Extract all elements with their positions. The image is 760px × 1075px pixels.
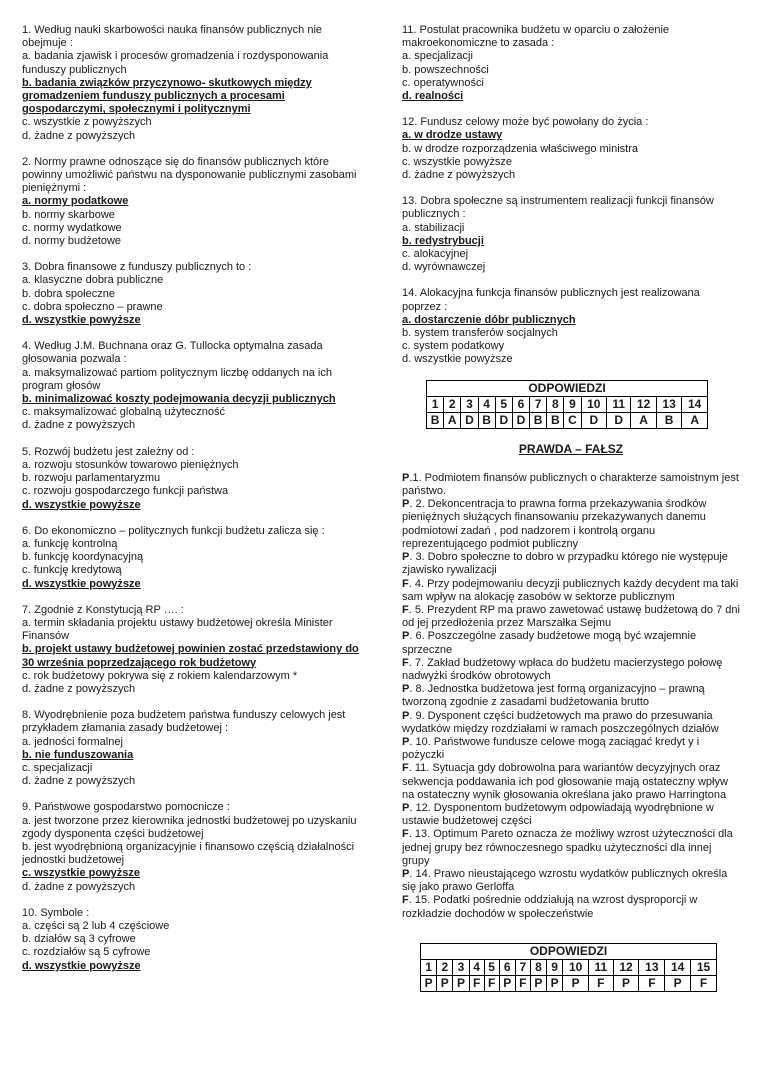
tf-statement bbox=[402, 894, 740, 920]
tf-mark: F bbox=[402, 894, 409, 907]
answer-option: b. działów są 3 cyfrowe bbox=[22, 933, 136, 946]
answers-table-1 bbox=[426, 380, 708, 429]
question-block bbox=[22, 156, 362, 248]
answer-option: c. alokacyjnej bbox=[402, 248, 469, 261]
question-block bbox=[402, 116, 740, 182]
answer-option: a. badania zjawisk i procesów gromadzenia i rozdysponowania funduszy publicznych bbox=[22, 50, 329, 76]
correct-answer: d. wszystkie powyższe bbox=[22, 498, 141, 511]
question-text: 14. Alokacyjna funkcja finansów publicznych jest realizowana poprzez : bbox=[402, 287, 700, 313]
tf-statement-text: . 9. Dysponent części budżetowych ma prawo do przesuwania wydatków między rozdziałami w ramach poszczególnych działów bbox=[402, 709, 719, 735]
answer-option: b. normy skarbowe bbox=[22, 208, 115, 221]
answer-option: a. maksymalizować partiom politycznym liczbę oddanych na ich program głosów bbox=[22, 366, 332, 392]
table-cell-answer: D bbox=[512, 412, 529, 428]
tf-statement-text: . 14. Prawo nieustającego wzrostu wydatków publicznych określa się jako prawo Gerloffa bbox=[402, 867, 728, 894]
table-cell-number: 7 bbox=[515, 959, 530, 975]
tf-statement-text: . 13. Optimum Pareto oznacza że możliwy wzrost użyteczności dla jednej grupy bez równoczesnego spadku użyteczności dla innej grupy bbox=[402, 828, 733, 867]
question-text: 10. Symbole : bbox=[22, 906, 90, 919]
table-cell-answer: P bbox=[453, 975, 469, 991]
table-cell-answer: F bbox=[691, 975, 717, 991]
tf-statement bbox=[402, 802, 740, 828]
table-cell-number: 6 bbox=[512, 396, 529, 412]
question-block bbox=[22, 801, 362, 893]
table-cell-number: 4 bbox=[469, 959, 484, 975]
tf-mark: P bbox=[402, 709, 410, 722]
table-cell-answer: F bbox=[484, 975, 499, 991]
question-text: 13. Dobra społeczne są instrumentem realizacji funkcji finansów publicznych : bbox=[402, 195, 714, 221]
tf-statement bbox=[402, 630, 740, 656]
table-cell-number: 11 bbox=[589, 959, 614, 975]
table-cell-number: 12 bbox=[613, 959, 639, 975]
answer-option: a. części są 2 lub 4 częściowe bbox=[22, 919, 170, 932]
question-text: 1. Według nauki skarbowości nauka finansów publicznych nie obejmuje : bbox=[22, 24, 323, 50]
answer-option: d. żadne z powyższych bbox=[402, 169, 516, 182]
answer-option: b. funkcję koordynacyjną bbox=[22, 551, 144, 564]
answer-option: b. rozwoju parlamentaryzmu bbox=[22, 472, 161, 485]
tf-statement bbox=[402, 710, 740, 736]
table-cell-answer: P bbox=[613, 975, 639, 991]
question-block bbox=[22, 24, 362, 143]
right-column bbox=[402, 24, 740, 992]
question-block bbox=[402, 24, 740, 103]
table-cell-answer: A bbox=[682, 412, 708, 428]
table-cell-number: 7 bbox=[530, 396, 547, 412]
answer-option: d. żadne z powyższych bbox=[22, 419, 136, 432]
tf-statement bbox=[402, 828, 740, 868]
tf-mark: F bbox=[402, 828, 409, 841]
table-cell-number: 3 bbox=[461, 396, 478, 412]
answer-option: d. żadne z powyższych bbox=[22, 129, 136, 142]
correct-answer: b. redystrybucji bbox=[402, 234, 484, 247]
answer-option: d. wszystkie powyższe bbox=[402, 353, 513, 366]
table-cell-number: 6 bbox=[499, 959, 515, 975]
table-cell-number: 15 bbox=[691, 959, 717, 975]
answer-option: c. maksymalizować globalną użyteczność bbox=[22, 406, 225, 419]
question-block bbox=[22, 525, 362, 591]
table-cell-number: 12 bbox=[631, 396, 657, 412]
table-cell-answer: B bbox=[427, 412, 444, 428]
table-cell-answer: C bbox=[564, 412, 581, 428]
answer-option: d. żadne z powyższych bbox=[22, 775, 136, 788]
answer-option: b. system transferów socjalnych bbox=[402, 327, 558, 340]
tf-statement bbox=[402, 604, 740, 630]
table-cell-number: 2 bbox=[437, 959, 453, 975]
tf-statement bbox=[402, 498, 740, 551]
answers-table-2-title: ODPOWIEDZI bbox=[421, 943, 717, 959]
tf-mark: F bbox=[402, 656, 409, 669]
tf-mark: F bbox=[402, 603, 409, 616]
table-cell-number: 13 bbox=[639, 959, 665, 975]
answer-option: c. system podatkowy bbox=[402, 340, 505, 353]
tf-statement bbox=[402, 657, 740, 683]
tf-statement-text: . 7. Zakład budżetowy wpłaca do budżetu macierzystego połowę nadwyżki środków obrotowych bbox=[402, 656, 723, 682]
answers-table-2 bbox=[420, 943, 717, 992]
tf-statement-text: . 8. Jednostka budżetowa jest formą organizacyjno – prawną tworzoną zgodnie z zasadami budżetowania brutto bbox=[402, 683, 705, 709]
answer-option: d. wyrównawczej bbox=[402, 261, 486, 274]
answer-option: d. żadne z powyższych bbox=[22, 880, 136, 893]
question-block bbox=[22, 261, 362, 327]
answer-option: c. rozwoju gospodarczego funkcji państwa bbox=[22, 485, 229, 498]
answer-option: b. w drodze rozporządzenia właściwego ministra bbox=[402, 142, 638, 155]
answer-option: a. specjalizacji bbox=[402, 50, 473, 63]
answer-option: a. jest tworzone przez kierownika jednostki budżetowej po uzyskaniu zgody dysponenta części budżetowej bbox=[22, 814, 357, 840]
table-cell-answer: D bbox=[461, 412, 478, 428]
table-cell-answer: B bbox=[478, 412, 495, 428]
tf-statement bbox=[402, 762, 740, 802]
tf-statement-text: . 6. Poszczególne zasady budżetowe mogą być wzajemnie sprzeczne bbox=[402, 630, 697, 656]
table-cell-answer: B bbox=[530, 412, 547, 428]
answer-option: c. dobra społeczno – prawne bbox=[22, 300, 163, 313]
answer-option: a. jedności formalnej bbox=[22, 735, 123, 748]
correct-answer: c. wszystkie powyższe bbox=[22, 867, 140, 880]
table-cell-number: 14 bbox=[665, 959, 691, 975]
correct-answer: b. badania związków przyczynowo- skutkowych między gromadzeniem funduszy publicznych a procesami gospodarczymi, społecznymi i politycznymi bbox=[22, 76, 312, 116]
question-text: 5. Rozwój budżetu jest zależny od : bbox=[22, 445, 195, 458]
correct-answer: b. nie funduszowania bbox=[22, 748, 134, 761]
correct-answer: d. wszystkie powyższe bbox=[22, 577, 141, 590]
answer-option: c. rok budżetowy pokrywa się z rokiem kalendarzowym * bbox=[22, 669, 298, 682]
answer-option: a. stabilizacji bbox=[402, 221, 465, 234]
tf-statement-text: . 2. Dekoncentracja to prawna forma przekazywania środków pieniężnych służących finansowaniu przekazywanych danemu podmiotowi zadań , pod nadzorem i kontrolą organu reprezentującego podmiot publiczny bbox=[402, 498, 707, 550]
table-cell-number: 1 bbox=[427, 396, 444, 412]
tf-statement-text: . 12. Dysponentom budżetowym odpowiadają wyodrębnione w ustawie budżetowej części bbox=[402, 801, 714, 828]
tf-statement bbox=[402, 868, 740, 894]
question-text: 4. Według J.M. Buchnana oraz G. Tullocka optymalna zasada głosowania pozwala : bbox=[22, 340, 323, 366]
answers-table-1-numbers bbox=[427, 396, 708, 412]
question-text: 2. Normy prawne odnoszące się do finansów publicznych które powinny umożliwić państwu na dysponowanie publicznymi zasobami pieniężnymi : bbox=[22, 155, 357, 195]
answers-table-1-answers bbox=[427, 412, 708, 428]
answer-option: b. dobra społeczne bbox=[22, 287, 115, 300]
left-column bbox=[22, 24, 362, 986]
answer-option: a. klasyczne dobra publiczne bbox=[22, 274, 164, 287]
table-cell-number: 14 bbox=[682, 396, 708, 412]
tf-mark: F bbox=[402, 577, 409, 590]
tf-statement bbox=[402, 472, 740, 498]
tf-mark: P bbox=[402, 471, 410, 484]
tf-statement-text: . 15. Podatki pośrednie oddziałują na wzrost dysproporcji w rozkładzie dochodów w społeczeństwie bbox=[402, 894, 698, 920]
question-text: 12. Fundusz celowy może być powołany do życia : bbox=[402, 116, 649, 129]
table-cell-number: 9 bbox=[564, 396, 581, 412]
table-cell-number: 1 bbox=[421, 959, 437, 975]
answer-option: c. operatywności bbox=[402, 76, 484, 89]
table-cell-number: 11 bbox=[607, 396, 631, 412]
answer-option: c. rozdziałów są 5 cyfrowe bbox=[22, 946, 151, 959]
correct-answer: a. normy podatkowe bbox=[22, 195, 129, 208]
question-block bbox=[22, 709, 362, 788]
correct-answer: d. wszystkie powyższe bbox=[22, 959, 141, 972]
table-cell-answer: P bbox=[499, 975, 515, 991]
tf-statement-text: . 10. Państwowe fundusze celowe mogą zaciągać kredyt y i pożyczki bbox=[402, 735, 700, 762]
tf-statement-text: . 5. Prezydent RP ma prawo zawetować ustawę budżetową do 7 dni od jej przedłożenia przez Marszałka Sejmu bbox=[402, 603, 740, 630]
tf-statement bbox=[402, 736, 740, 762]
question-text: 11. Postulat pracownika budżetu w oparciu o założenie makroekonomiczne to zasada : bbox=[402, 24, 670, 50]
answers-table-2-answers bbox=[421, 975, 717, 991]
table-cell-answer: A bbox=[444, 412, 461, 428]
correct-answer: b. projekt ustawy budżetowej powinien zostać przedstawiony do 30 września poprzedzającego rok budżetowy bbox=[22, 643, 359, 669]
question-block bbox=[22, 604, 362, 696]
question-text: 6. Do ekonomiczno – politycznych funkcji budżetu zalicza się : bbox=[22, 524, 325, 537]
question-block bbox=[22, 907, 362, 973]
correct-answer: b. minimalizować koszty podejmowania decyzji publicznych bbox=[22, 393, 336, 406]
answer-option: d. żadne z powyższych bbox=[22, 682, 136, 695]
answer-option: c. specjalizacji bbox=[22, 761, 93, 774]
tf-mark: P bbox=[402, 498, 410, 511]
question-block bbox=[402, 195, 740, 274]
table-cell-number: 2 bbox=[444, 396, 461, 412]
tf-statement-text: . 11. Sytuacja gdy dobrowolna para wariantów decyzyjnych oraz sekwencja poddawania ich pod głosowanie mają ostateczny wpływ na ostateczny wynik głosowania określana jako prawo Harringtona bbox=[402, 762, 728, 801]
table-cell-number: 13 bbox=[656, 396, 682, 412]
answer-option: c. funkcję kredytową bbox=[22, 564, 122, 577]
tf-statement-text: . 4. Przy podejmowaniu decyzji publicznych każdy decydent ma taki sam wpływ na alokację zasobów w sektorze publicznym bbox=[402, 577, 739, 603]
table-cell-answer: A bbox=[631, 412, 657, 428]
answer-option: c. wszystkie z powyższych bbox=[22, 116, 152, 129]
answer-option: a. rozwoju stosunków towarowo pieniężnych bbox=[22, 458, 239, 471]
true-false-statements bbox=[402, 472, 740, 921]
table-cell-number: 9 bbox=[547, 959, 563, 975]
table-cell-answer: F bbox=[589, 975, 614, 991]
tf-mark: P bbox=[402, 867, 410, 880]
table-cell-number: 8 bbox=[530, 959, 546, 975]
question-text: 7. Zgodnie z Konstytucją RP …. : bbox=[22, 603, 184, 616]
true-false-title: PRAWDA – FAŁSZ bbox=[518, 441, 624, 456]
tf-mark: P bbox=[402, 630, 410, 643]
question-text: 3. Dobra finansowe z funduszy publicznych to : bbox=[22, 261, 252, 274]
table-cell-answer: P bbox=[547, 975, 563, 991]
answers-table-2-numbers bbox=[421, 959, 717, 975]
tf-statement-text: . 3. Dobro społeczne to dobro w przypadku którego nie występuje zjawisko rywalizacji bbox=[402, 551, 728, 577]
answer-option: a. funkcję kontrolną bbox=[22, 537, 118, 550]
answer-option: d. normy budżetowe bbox=[22, 235, 122, 248]
table-cell-answer: D bbox=[607, 412, 631, 428]
table-cell-number: 5 bbox=[484, 959, 499, 975]
table-cell-answer: F bbox=[515, 975, 530, 991]
correct-answer: a. w drodze ustawy bbox=[402, 129, 503, 142]
tf-mark: P bbox=[402, 551, 410, 564]
table-cell-answer: B bbox=[547, 412, 564, 428]
table-cell-number: 10 bbox=[563, 959, 589, 975]
table-cell-answer: P bbox=[437, 975, 453, 991]
question-block bbox=[22, 446, 362, 512]
table-cell-answer: P bbox=[563, 975, 589, 991]
correct-answer: a. dostarczenie dóbr publicznych bbox=[402, 313, 576, 326]
answer-option: c. wszystkie powyższe bbox=[402, 155, 513, 168]
tf-mark: P bbox=[402, 683, 410, 696]
tf-mark: P bbox=[402, 735, 410, 748]
table-cell-answer: B bbox=[656, 412, 682, 428]
question-block bbox=[22, 340, 362, 432]
table-cell-number: 5 bbox=[495, 396, 512, 412]
table-cell-number: 3 bbox=[453, 959, 469, 975]
answer-option: b. jest wyodrębnioną organizacyjnie i finansowo częścią działalności jednostki budżetowej bbox=[22, 840, 355, 867]
correct-answer: d. realności bbox=[402, 90, 464, 103]
answers-table-1-title: ODPOWIEDZI bbox=[427, 380, 708, 396]
table-cell-answer: F bbox=[639, 975, 665, 991]
question-block bbox=[402, 287, 740, 366]
table-cell-answer: D bbox=[581, 412, 607, 428]
table-cell-answer: P bbox=[665, 975, 691, 991]
table-cell-number: 8 bbox=[547, 396, 564, 412]
tf-statement bbox=[402, 683, 740, 709]
tf-statement bbox=[402, 551, 740, 577]
question-text: 8. Wyodrębnienie poza budżetem państwa funduszy celowych jest przykładem złamania zasady budżetowej : bbox=[22, 709, 346, 735]
table-cell-number: 4 bbox=[478, 396, 495, 412]
answer-option: a. termin składania projektu ustawy budżetowej określa Minister Finansów bbox=[22, 616, 333, 643]
table-cell-number: 10 bbox=[581, 396, 607, 412]
right-questions bbox=[402, 24, 740, 367]
tf-mark: F bbox=[402, 762, 409, 775]
tf-statement-text: .1. Podmiotem finansów publicznych o charakterze samoistnym jest państwo. bbox=[402, 471, 739, 498]
table-cell-answer: F bbox=[469, 975, 484, 991]
correct-answer: d. wszystkie powyższe bbox=[22, 314, 141, 327]
table-cell-answer: P bbox=[421, 975, 437, 991]
answer-option: c. normy wydatkowe bbox=[22, 221, 122, 234]
tf-statement bbox=[402, 578, 740, 604]
table-cell-answer: D bbox=[495, 412, 512, 428]
tf-mark: P bbox=[402, 801, 410, 814]
table-cell-answer: P bbox=[530, 975, 546, 991]
answer-option: b. powszechności bbox=[402, 63, 489, 76]
question-text: 9. Państwowe gospodarstwo pomocnicze : bbox=[22, 801, 230, 814]
